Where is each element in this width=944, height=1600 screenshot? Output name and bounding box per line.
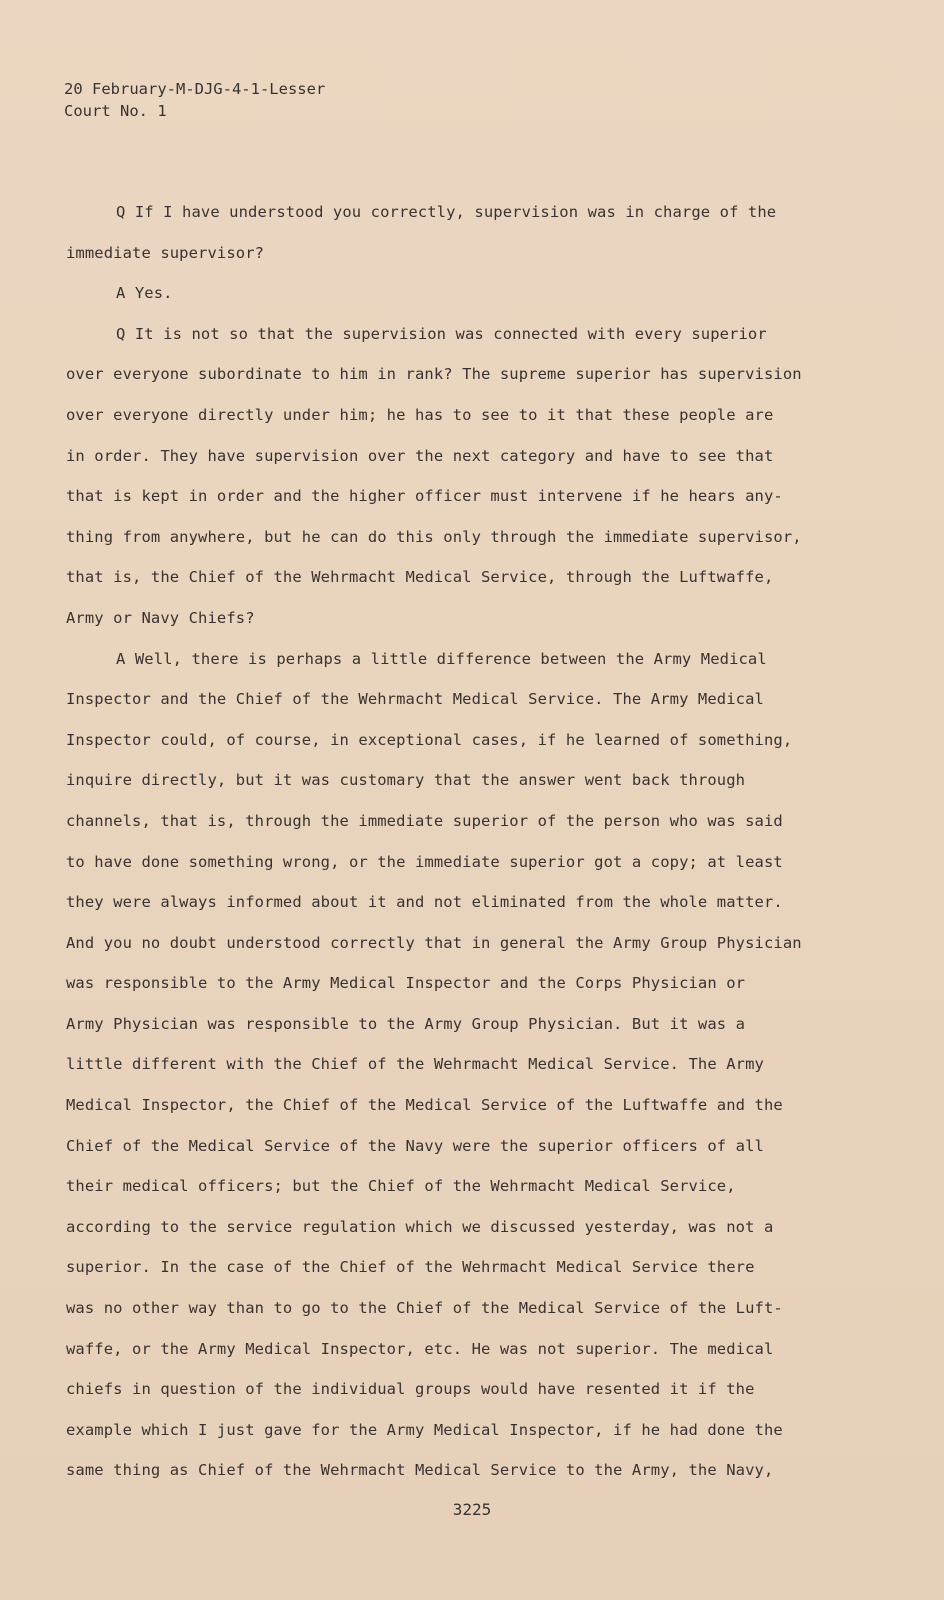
transcript-line: And you no doubt understood correctly that in general the Army Group Physician [66, 933, 802, 952]
header-line-court: Court No. 1 [64, 102, 167, 120]
transcript-body [66, 192, 886, 1491]
transcript-line: to have done something wrong, or the immediate superior got a copy; at least [66, 852, 783, 871]
transcript-line: was no other way than to go to the Chief of the Medical Service of the Luft- [66, 1299, 783, 1318]
transcript-line: thing from anywhere, but he can do this only through the immediate supervisor, [66, 527, 802, 546]
transcript-line: Inspector could, of course, in exceptional cases, if he learned of something, [66, 730, 793, 749]
transcript-line: waffe, or the Army Medical Inspector, etc. He was not superior. The medical [66, 1339, 774, 1358]
page-number: 3225 [452, 1500, 492, 1519]
header-line-date-reference: 20 February-M-DJG-4-1-Lesser [64, 80, 326, 98]
document-header [64, 78, 325, 122]
transcript-line: Q It is not so that the supervision was connected with every superior [116, 324, 767, 343]
transcript-line: same thing as Chief of the Wehrmacht Medical Service to the Army, the Navy, [66, 1461, 774, 1480]
transcript-line: that is, the Chief of the Wehrmacht Medical Service, through the Luftwaffe, [66, 568, 774, 587]
transcript-line: Army or Navy Chiefs? [66, 608, 255, 627]
transcript-line: in order. They have supervision over the next category and have to see that [66, 446, 774, 465]
transcript-line: chiefs in question of the individual groups would have resented it if the [66, 1380, 755, 1399]
transcript-line: they were always informed about it and not eliminated from the whole matter. [66, 893, 783, 912]
transcript-line: over everyone subordinate to him in rank? The supreme superior has supervision [66, 365, 802, 384]
transcript-line: that is kept in order and the higher officer must intervene if he hears any- [66, 487, 783, 506]
transcript-line: superior. In the case of the Chief of the Wehrmacht Medical Service there [66, 1258, 755, 1277]
transcript-line: channels, that is, through the immediate superior of the person who was said [66, 811, 783, 830]
transcript-line: immediate supervisor? [66, 243, 265, 262]
transcript-line: inquire directly, but it was customary that the answer went back through [66, 771, 746, 790]
transcript-line: Chief of the Medical Service of the Navy were the superior officers of all [66, 1136, 764, 1155]
transcript-line: over everyone directly under him; he has to see to it that these people are [66, 405, 774, 424]
transcript-line: was responsible to the Army Medical Inspector and the Corps Physician or [66, 974, 746, 993]
transcript-line: their medical officers; but the Chief of the Wehrmacht Medical Service, [66, 1177, 736, 1196]
transcript-line: Medical Inspector, the Chief of the Medical Service of the Luftwaffe and the [66, 1096, 783, 1115]
transcript-line: Q If I have understood you correctly, supervision was in charge of the [116, 203, 777, 221]
transcript-line: according to the service regulation which we discussed yesterday, was not a [66, 1217, 774, 1236]
transcript-line: example which I just gave for the Army Medical Inspector, if he had done the [66, 1420, 783, 1439]
transcript-line: A Yes. [116, 284, 173, 303]
transcript-line: A Well, there is perhaps a little difference between the Army Medical [116, 649, 767, 668]
transcript-line: little different with the Chief of the Wehrmacht Medical Service. The Army [66, 1055, 764, 1074]
transcript-line: Army Physician was responsible to the Army Group Physician. But it was a [66, 1014, 746, 1033]
transcript-line: Inspector and the Chief of the Wehrmacht Medical Service. The Army Medical [66, 690, 764, 709]
